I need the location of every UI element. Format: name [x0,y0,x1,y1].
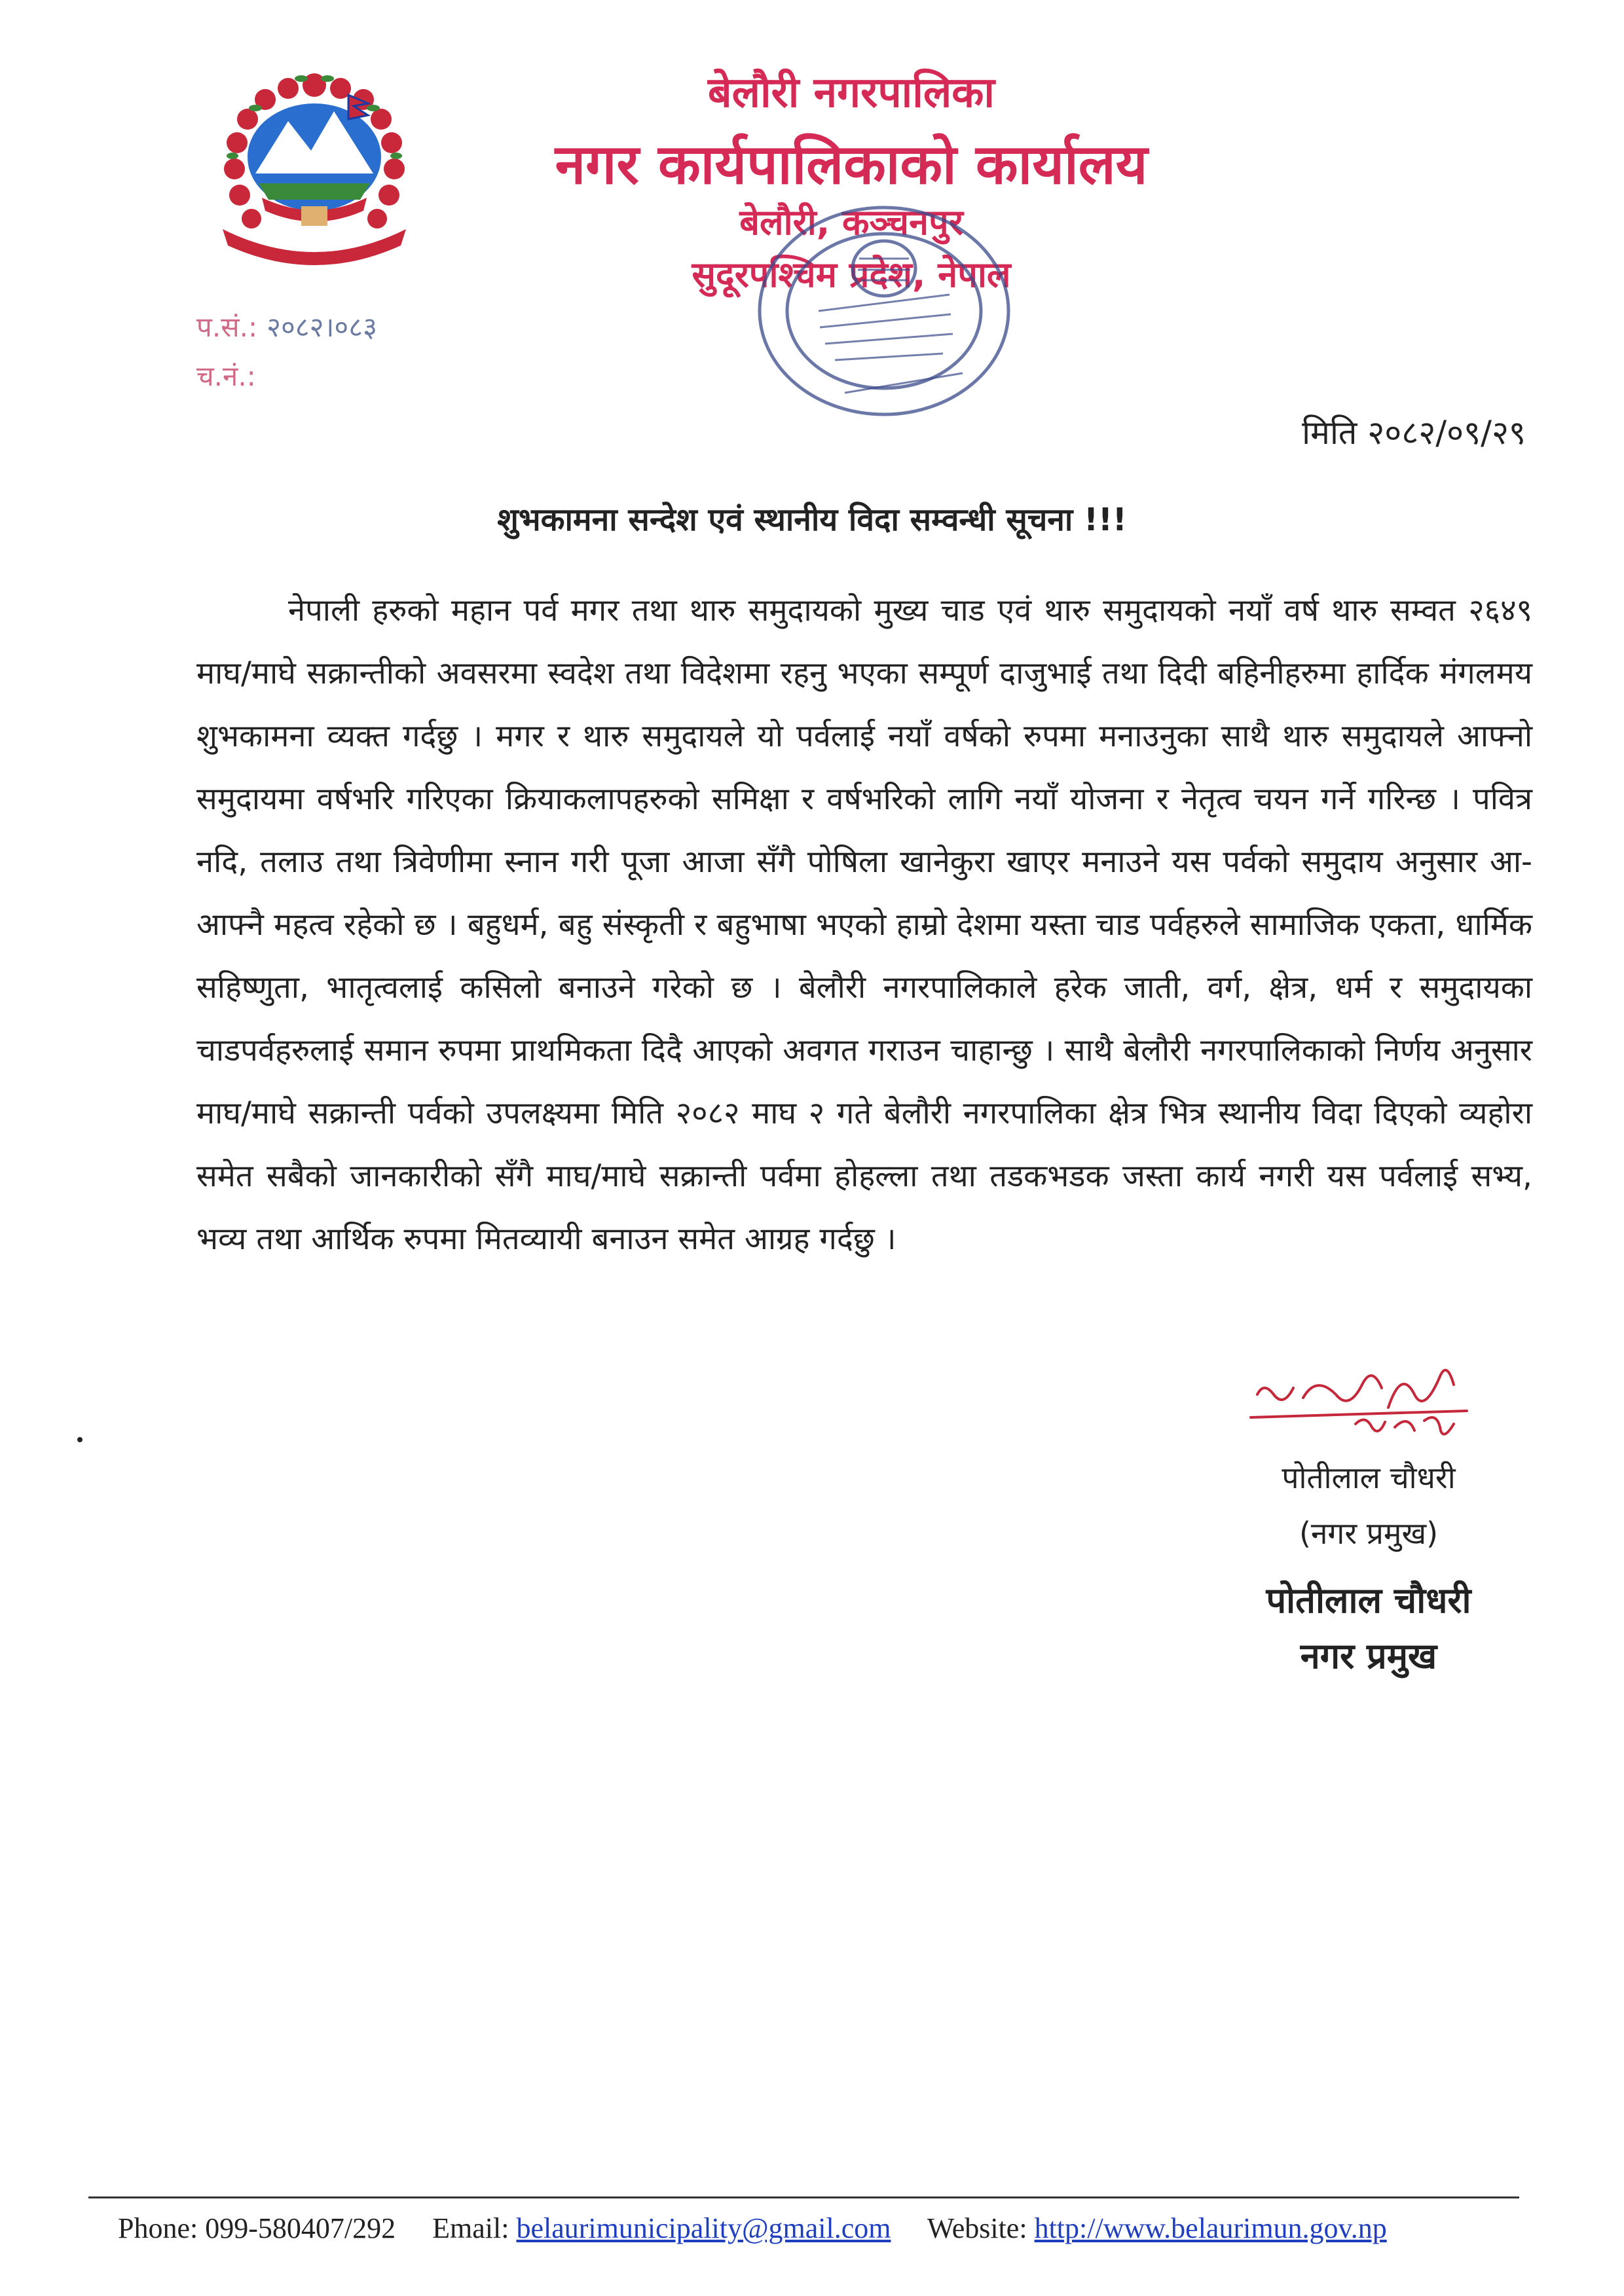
website-label: Website: [927,2212,1027,2244]
phone-number: 099-580407/292 [205,2212,396,2244]
email-link[interactable]: belaurimunicipality@gmail.com [516,2212,891,2244]
signatory-title: (नगर प्रमुख) [1299,1516,1439,1551]
document-date: मिति २०८२/०९/२९ [1302,414,1526,452]
website-link[interactable]: http://www.belaurimun.gov.np [1034,2212,1387,2244]
signatory-name: पोतीलाल चौधरी [1282,1460,1456,1495]
email-label: Email: [432,2212,509,2244]
municipality-name: बेलौरी नगरपालिका [708,69,995,117]
patra-sankhya-value: २०८२।०८३ [267,311,377,343]
signatory-stamp-name: पोतीलाल चौधरी [1266,1580,1471,1621]
nepal-emblem-icon [196,59,432,282]
signatory-stamp-title: नगर प्रमुख [1300,1635,1437,1677]
chalani-number [196,357,265,394]
office-province: सुदूरपश्चिम प्रदेश, नेपाल [692,254,1011,295]
document-body: नेपाली हरुको महान पर्व मगर तथा थारु समुदायको मुख्य चाड एवं थारु समुदायको नयाँ वर्ष थारु सम्वत २६४९ माघ/माघे सक्रान्तीको अवसरमा स्वदेश तथा विदेशमा रहनु भएका सम्पूर्ण दाजुभाई तथा दिदी बहिनीहरुमा हार्दिक मंगलमय शुभकामना व्यक्त गर्दछु । मगर र थारु समुदायले यो पर्वलाई नयाँ वर्षको रुपमा मनाउनुका साथै थारु समुदायले आफ्नो समुदायमा वर्षभरि गरिएका क्रियाकलापहरुको समिक्षा र वर्षभरिको लागि नयाँ योजना र नेतृत्व चयन गर्ने गरिन्छ । पवित्र नदि, तलाउ तथा त्रिवेणीमा स्नान गरी पूजा आजा सँगै पोषिला खानेकुरा खाएर मनाउने यस पर्वको समुदाय अनुसार आ- आफ्नै महत्व रहेको छ । बहुधर्म, बहु संस्कृती र बहुभाषा भएको हाम्रो देशमा यस्ता चाड पर्वहरुले सामाजिक एकता, धार्मिक सहिष्णुता, भातृत्वलाई कसिलो बनाउने गरेको छ । बेलौरी नगरपालिकाले हरेक जाती, वर्ग, क्षेत्र, धर्म र समुदायका चाडपर्वहरुलाई समान रुपमा प्राथमिकता दिदै आएको अवगत गराउन चाहान्छु । साथै बेलौरी नगरपालिकाको निर्णय अनुसार माघ/माघे सक्रान्ती पर्वको उपलक्ष्यमा मिति २०८२ माघ २ गते बेलौरी नगरपालिका क्षेत्र भित्र स्थानीय विदा दिएको व्यहोरा समेत सबैको जानकारीको सँगै माघ/माघे सक्रान्ती पर्वमा होहल्ला तथा तडकभडक जस्ता कार्य नगरी यस पर्वलाई सभ्य, भव्य तथा आर्थिक रुपमा मितव्यायी बनाउन समेत आग्रह गर्दछु । [196,592,1532,1257]
office-location: बेलौरी, कञ्चनपुर [739,202,963,243]
phone-label: Phone: [118,2212,198,2244]
patra-sankhya-label: प.सं.: [196,311,258,343]
document-subject: शुभकामना सन्देश एवं स्थानीय विदा सम्वन्धी सूचना !!! [497,501,1127,538]
handwritten-signature-icon [1244,1349,1480,1447]
footer-divider [88,2196,1519,2198]
scan-speck [77,1437,83,1442]
office-name: नगर कार्यपालिकाको कार्यालय [555,132,1148,196]
patra-sankhya [196,308,377,345]
office-seal-icon [747,196,1022,426]
chalani-number-label: च.नं.: [196,360,256,392]
footer-contact [118,2212,1387,2245]
